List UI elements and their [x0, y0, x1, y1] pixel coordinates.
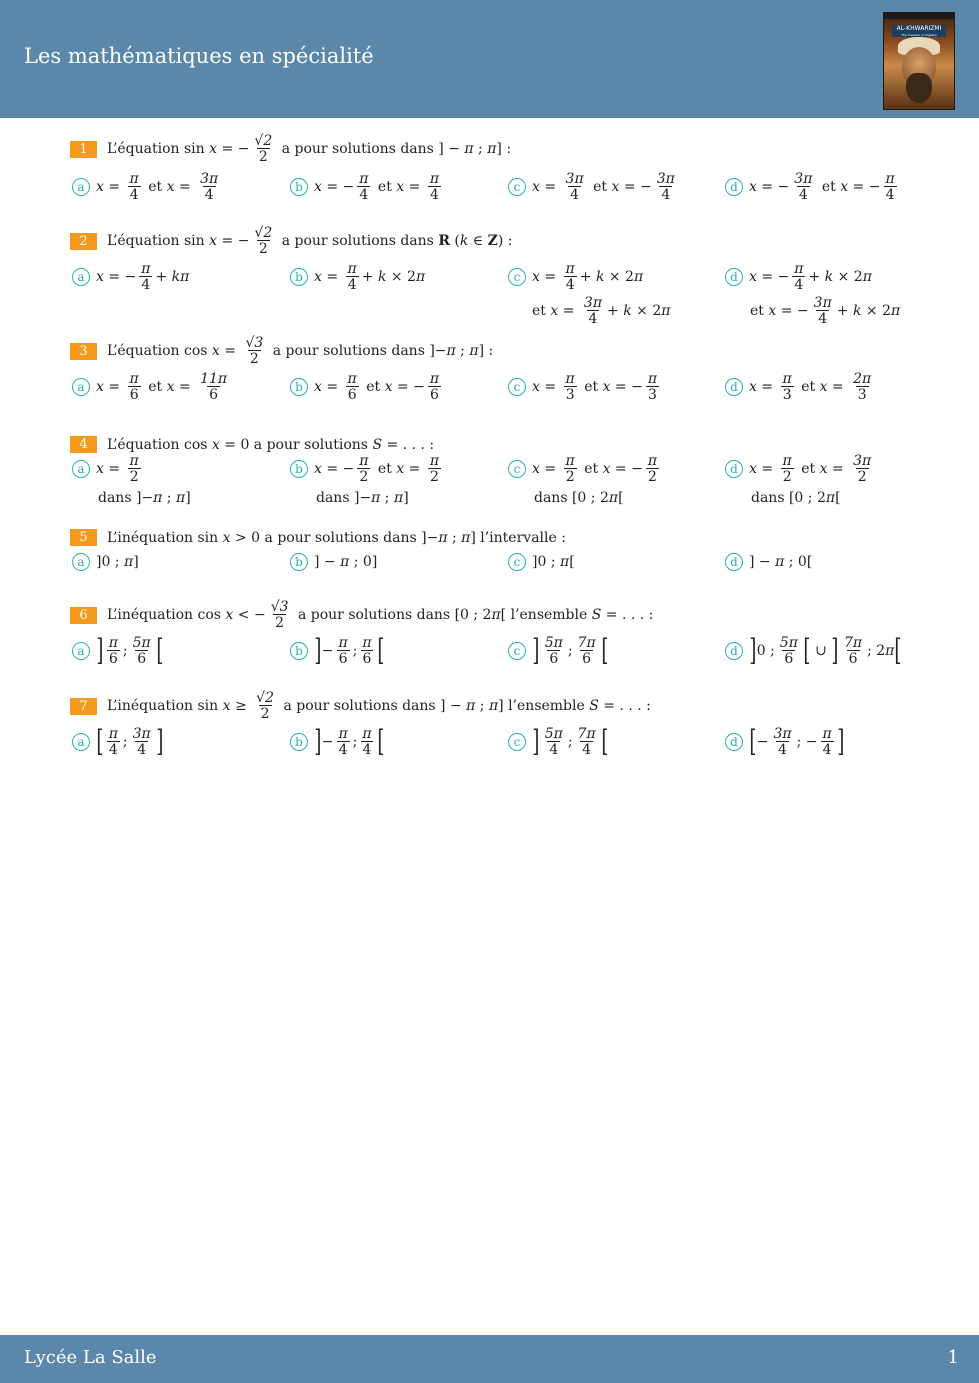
option-6c[interactable]: c ] $\frac{5\pi}{6}$ ; $\frac{7\pi}{6}$ [ [508, 636, 608, 666]
option-letter-d: d [725, 642, 743, 660]
cover-beard [906, 73, 932, 103]
option-3d[interactable]: d x = $\frac{\pi}{3}$ et x = $\frac{2\pi}{3}$ [725, 372, 876, 402]
option-letter-b: b [290, 553, 308, 571]
header-title: Les mathématiques en spécialité [24, 44, 374, 68]
option-7d[interactable]: d [ − $\frac{3\pi}{4}$ ; − $\frac{\pi}{4}$ ] [725, 727, 844, 757]
option-letter-c: c [508, 268, 526, 286]
book-cover-image [883, 12, 955, 110]
cover-strip [884, 13, 954, 19]
option-4d-domain: dans [0 ; 2π[ [751, 490, 841, 506]
option-6d[interactable]: d ] 0 ; $\frac{5\pi}{6}$ [ ∪ ] $\frac{7\pi}{6}$ ; 2 π [ [725, 636, 902, 666]
option-7c[interactable]: c ] $\frac{5\pi}{4}$ ; $\frac{7\pi}{4}$ [ [508, 727, 608, 757]
option-3a[interactable]: a x = $\frac{\pi}{6}$ et x = $\frac{11\pi}{6}$ [72, 372, 232, 402]
option-letter-c: c [508, 378, 526, 396]
question-number: 1 [70, 141, 97, 158]
footer-school-name: Lycée La Salle [24, 1347, 157, 1368]
option-letter-c: c [508, 460, 526, 478]
option-3c[interactable]: c x = $\frac{\pi}{3}$ et x = − $\frac{\pi}{3}$ [508, 372, 662, 402]
option-2d[interactable]: d x = − $\frac{\pi}{4}$ + k × 2 π [725, 262, 872, 292]
option-letter-b: b [290, 733, 308, 751]
option-5b[interactable]: b ] − π ; 0] [290, 553, 377, 571]
option-6a[interactable]: a ] $\frac{\pi}{6}$ ; $\frac{5\pi}{6}$ [ [72, 636, 163, 666]
option-letter-c: c [508, 553, 526, 571]
option-4c[interactable]: c x = $\frac{\pi}{2}$ et x = − $\frac{\pi}{2}$ [508, 454, 662, 484]
option-5a[interactable]: a ]0 ; π ] [72, 553, 139, 571]
option-letter-c: c [508, 733, 526, 751]
option-letter-c: c [508, 642, 526, 660]
question-1-stem: 1 L’équation sin x = − $\frac{√2}{2}$ a pour solutions dans ] − π ; π ] : [70, 134, 511, 164]
option-4b-domain: dans ]−π ; π] [316, 490, 409, 506]
option-1c[interactable]: c x = $\frac{3\pi}{4}$ et x = − $\frac{3\pi}{4}$ [508, 172, 680, 202]
option-letter-a: a [72, 178, 90, 196]
question-number: 5 [70, 529, 97, 546]
question-number: 6 [70, 607, 97, 624]
cover-subtitle: The Inventor of Algebra [901, 33, 937, 37]
option-2c-line2: et x = $\frac{3\pi}{4}$ + k × 2π [532, 295, 671, 327]
cover-banner [892, 25, 946, 37]
option-letter-b: b [290, 642, 308, 660]
question-4-stem: 4 L’équation cos x = 0 a pour solutions S = . . . : [70, 436, 434, 453]
option-7b[interactable]: b ] − $\frac{\pi}{4}$ ; $\frac{\pi}{4}$ [ [290, 727, 384, 757]
option-letter-b: b [290, 460, 308, 478]
option-7a[interactable]: a [ $\frac{\pi}{4}$ ; $\frac{3\pi}{4}$ ] [72, 727, 163, 757]
option-letter-c: c [508, 178, 526, 196]
cover-title: AL-KHWARIZMI [896, 25, 942, 32]
option-4b[interactable]: b x = − $\frac{\pi}{2}$ et x = $\frac{\pi}{2}$ [290, 454, 444, 484]
option-1d[interactable]: d x = − $\frac{3\pi}{4}$ et x = − $\frac{\pi}{4}$ [725, 172, 900, 202]
option-letter-b: b [290, 378, 308, 396]
option-letter-d: d [725, 378, 743, 396]
option-5c[interactable]: c ]0 ; π [ [508, 553, 575, 571]
question-3-stem: 3 L’équation cos x = $\frac{√3}{2}$ a pour solutions dans ]− π ; π ] : [70, 336, 493, 366]
option-2d-line2: et x = − $\frac{3\pi}{4}$ + k × 2π [750, 295, 901, 327]
option-4c-domain: dans [0 ; 2π[ [534, 490, 624, 506]
option-letter-d: d [725, 178, 743, 196]
option-6b[interactable]: b ] − $\frac{\pi}{6}$ ; $\frac{\pi}{6}$ [ [290, 636, 384, 666]
page-footer [0, 1335, 979, 1383]
option-1b[interactable]: b x = − $\frac{\pi}{4}$ et x = $\frac{\pi}{4}$ [290, 172, 444, 202]
option-letter-d: d [725, 733, 743, 751]
question-number: 2 [70, 233, 97, 250]
option-letter-a: a [72, 733, 90, 751]
option-1a[interactable]: a x = $\frac{\pi}{4}$ et x = $\frac{3\pi}{4}$ [72, 172, 223, 202]
option-letter-d: d [725, 460, 743, 478]
option-letter-b: b [290, 178, 308, 196]
question-7-stem: 7 L’inéquation sin x ≥ $\frac{√2}{2}$ a pour solutions dans ] − π ; π ] l’ensemble S = . . . : [70, 691, 651, 721]
option-letter-a: a [72, 460, 90, 478]
option-letter-a: a [72, 553, 90, 571]
option-2c[interactable]: c x = $\frac{\pi}{4}$ + k × 2 π [508, 262, 643, 292]
option-5d[interactable]: d ] − π ; 0[ [725, 553, 812, 571]
question-number: 3 [70, 343, 97, 360]
option-2b[interactable]: b x = $\frac{\pi}{4}$ + k × 2 π [290, 262, 425, 292]
option-letter-a: a [72, 268, 90, 286]
option-4d[interactable]: d x = $\frac{\pi}{2}$ et x = $\frac{3\pi}{2}$ [725, 454, 876, 484]
option-letter-a: a [72, 642, 90, 660]
page-number: 1 [947, 1347, 959, 1368]
question-number: 4 [70, 436, 97, 453]
option-letter-d: d [725, 268, 743, 286]
option-2a[interactable]: a x = − $\frac{\pi}{4}$ + kπ [72, 262, 189, 292]
page-header [0, 0, 979, 118]
question-6-stem: 6 L’inéquation cos x < − $\frac{√3}{2}$ a pour solutions dans [0 ; 2 π [ l’ensemble S = . . . : [70, 600, 653, 630]
option-4a-domain: dans ]−π ; π] [98, 490, 191, 506]
question-2-stem: 2 L’équation sin x = − $\frac{√2}{2}$ a pour solutions dans R ( k ∈ Z ) : [70, 226, 513, 256]
option-3b[interactable]: b x = $\frac{\pi}{6}$ et x = − $\frac{\pi}{6}$ [290, 372, 444, 402]
question-5-stem: 5 L’inéquation sin x > 0 a pour solutions dans ]− π ; π ] l’intervalle : [70, 529, 566, 546]
option-letter-d: d [725, 553, 743, 571]
option-4a[interactable]: a x = $\frac{\pi}{2}$ [72, 454, 144, 484]
question-number: 7 [70, 698, 97, 715]
option-letter-a: a [72, 378, 90, 396]
option-letter-b: b [290, 268, 308, 286]
